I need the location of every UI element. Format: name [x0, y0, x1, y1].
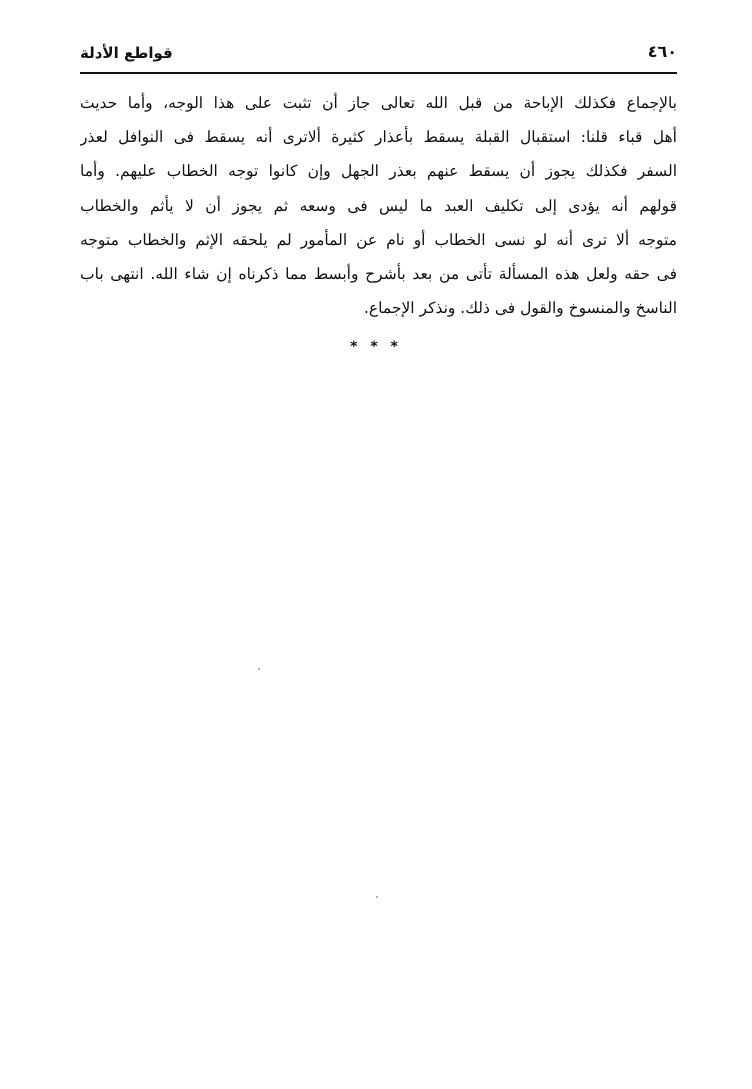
page-number: ٤٦٠ [647, 42, 677, 61]
page-header [80, 40, 677, 74]
text-line: الناسخ والمنسوخ والقول فى ذلك. ونذكر الإجماع. [364, 299, 677, 318]
scan-speck [376, 896, 378, 898]
section-end-ornament: * * * [350, 339, 402, 355]
running-title: قواطع الأدلة [80, 44, 173, 62]
scan-speck [258, 668, 260, 670]
text-line: أهل قباء قلنا: استقبال القبلة يسقط بأعذار كثيرة ألاترى أنه يسقط فى النوافل لعذر [80, 128, 677, 147]
header-rule [80, 72, 677, 74]
text-line: متوجه ألا ترى أنه لو نسى الخطاب أو نام عن المأمور لم يلحقه الإثم والخطاب متوجه [80, 230, 677, 249]
text-line: فى حقه ولعل هذه المسألة تأتى من بعد بأشرح وأبسط مما ذكرناه إن شاء الله. انتهى باب [80, 264, 677, 283]
text-line: بالإجماع فكذلك الإباحة من قبل الله تعالى جاز أن تثبت على هذا الوجه، وأما حديث [80, 94, 677, 112]
text-line: السفر فكذلك يجوز أن يسقط عنهم بعذر الجهل وإن كانوا توجه الخطاب عليهم. وأما [80, 162, 677, 181]
body-text [80, 86, 677, 325]
text-line: قولهم أنه يؤدى إلى تكليف العبد ما ليس فى وسعه ثم يجوز أن لا يأثم والخطاب [80, 196, 677, 215]
